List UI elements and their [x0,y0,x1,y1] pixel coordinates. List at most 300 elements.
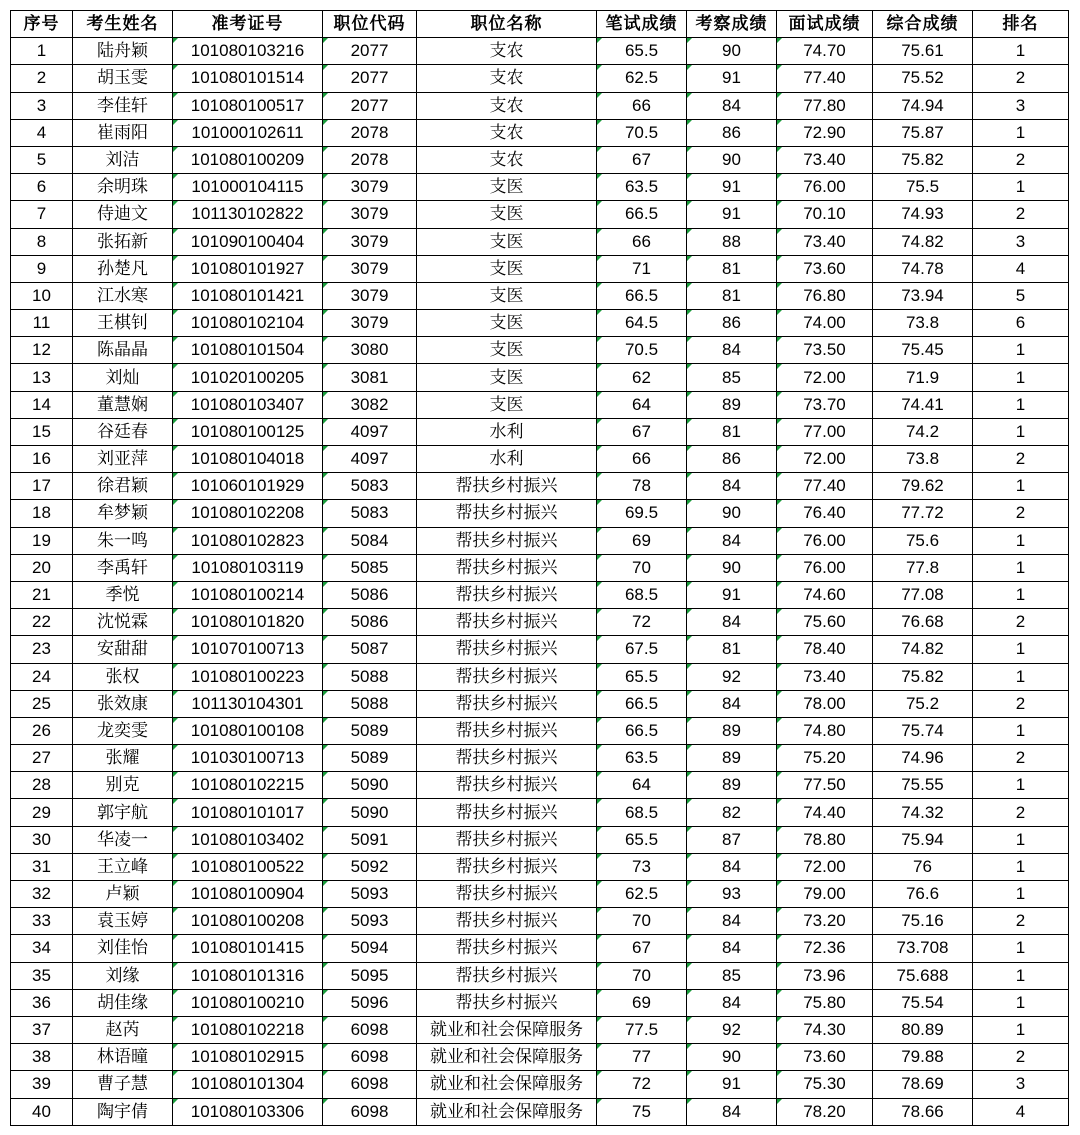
name-cell: 余明珠 [73,174,173,201]
table-row [11,146,1069,173]
position-code-cell: 5083 [323,500,417,527]
seq-cell: 40 [11,1098,73,1125]
position-name-cell: 帮扶乡村振兴 [417,908,597,935]
position-name-cell: 支农 [417,119,597,146]
total-score-cell: 74.82 [873,228,973,255]
name-cell: 龙奕雯 [73,717,173,744]
seq-cell: 11 [11,310,73,337]
seq-cell: 27 [11,745,73,772]
name-cell: 陆舟颖 [73,38,173,65]
position-code-cell: 5094 [323,935,417,962]
header-exam-id: 准考证号 [173,11,323,38]
seq-cell: 18 [11,500,73,527]
written-score-cell: 64 [597,772,687,799]
rank-cell: 1 [973,717,1069,744]
rank-cell: 1 [973,989,1069,1016]
interview-score-cell: 75.80 [777,989,873,1016]
seq-cell: 7 [11,201,73,228]
name-cell: 胡佳缘 [73,989,173,1016]
header-rank: 排名 [973,11,1069,38]
table-row [11,853,1069,880]
seq-cell: 30 [11,826,73,853]
rank-cell: 1 [973,38,1069,65]
interview-score-cell: 76.80 [777,282,873,309]
exam-id-cell: 101080102915 [173,1044,323,1071]
written-score-cell: 67 [597,935,687,962]
name-cell: 陈晶晶 [73,337,173,364]
rank-cell: 1 [973,853,1069,880]
inspection-score-cell: 87 [687,826,777,853]
interview-score-cell: 77.40 [777,473,873,500]
interview-score-cell: 74.00 [777,310,873,337]
position-code-cell: 5083 [323,473,417,500]
name-cell: 牟梦颖 [73,500,173,527]
name-cell: 郭宇航 [73,799,173,826]
interview-score-cell: 76.40 [777,500,873,527]
position-name-cell: 支农 [417,65,597,92]
interview-score-cell: 77.40 [777,65,873,92]
interview-score-cell: 79.00 [777,881,873,908]
table-body [11,38,1069,1126]
rank-cell: 4 [973,255,1069,282]
table-row [11,282,1069,309]
interview-score-cell: 73.50 [777,337,873,364]
exam-id-cell: 101080103306 [173,1098,323,1125]
name-cell: 胡玉雯 [73,65,173,92]
position-code-cell: 4097 [323,418,417,445]
seq-cell: 1 [11,38,73,65]
inspection-score-cell: 91 [687,174,777,201]
total-score-cell: 74.32 [873,799,973,826]
written-score-cell: 69 [597,989,687,1016]
rank-cell: 2 [973,1044,1069,1071]
rank-cell: 2 [973,146,1069,173]
table-row [11,310,1069,337]
rank-cell: 2 [973,799,1069,826]
header-inspection-score: 考察成绩 [687,11,777,38]
seq-cell: 39 [11,1071,73,1098]
inspection-score-cell: 81 [687,418,777,445]
written-score-cell: 67 [597,146,687,173]
table-header-row [11,11,1069,38]
exam-id-cell: 101080100108 [173,717,323,744]
table-row [11,500,1069,527]
position-name-cell: 支医 [417,201,597,228]
rank-cell: 2 [973,690,1069,717]
name-cell: 徐君颖 [73,473,173,500]
position-name-cell: 支医 [417,364,597,391]
total-score-cell: 73.8 [873,446,973,473]
rank-cell: 1 [973,1016,1069,1043]
written-score-cell: 70 [597,962,687,989]
position-code-cell: 3082 [323,391,417,418]
interview-score-cell: 72.00 [777,446,873,473]
results-table [10,10,1069,1126]
exam-id-cell: 101000104115 [173,174,323,201]
position-code-cell: 2077 [323,65,417,92]
rank-cell: 1 [973,554,1069,581]
table-row [11,364,1069,391]
exam-id-cell: 101080102823 [173,527,323,554]
inspection-score-cell: 84 [687,1098,777,1125]
rank-cell: 1 [973,826,1069,853]
position-name-cell: 帮扶乡村振兴 [417,500,597,527]
seq-cell: 22 [11,609,73,636]
name-cell: 谷廷春 [73,418,173,445]
written-score-cell: 65.5 [597,38,687,65]
table-row [11,989,1069,1016]
table-row [11,1098,1069,1125]
name-cell: 张耀 [73,745,173,772]
name-cell: 朱一鸣 [73,527,173,554]
name-cell: 李禹轩 [73,554,173,581]
seq-cell: 12 [11,337,73,364]
interview-score-cell: 76.00 [777,554,873,581]
name-cell: 刘洁 [73,146,173,173]
rank-cell: 2 [973,609,1069,636]
interview-score-cell: 75.30 [777,1071,873,1098]
position-name-cell: 帮扶乡村振兴 [417,881,597,908]
position-code-cell: 5086 [323,581,417,608]
exam-id-cell: 101080101820 [173,609,323,636]
rank-cell: 2 [973,908,1069,935]
rank-cell: 1 [973,174,1069,201]
name-cell: 曹子慧 [73,1071,173,1098]
table-row [11,119,1069,146]
inspection-score-cell: 82 [687,799,777,826]
seq-cell: 8 [11,228,73,255]
position-code-cell: 5093 [323,881,417,908]
total-score-cell: 75.94 [873,826,973,853]
total-score-cell: 75.16 [873,908,973,935]
inspection-score-cell: 85 [687,962,777,989]
name-cell: 陶宇倩 [73,1098,173,1125]
exam-id-cell: 101080100522 [173,853,323,880]
position-code-cell: 5091 [323,826,417,853]
rank-cell: 1 [973,418,1069,445]
position-code-cell: 3079 [323,282,417,309]
exam-id-cell: 101080100125 [173,418,323,445]
written-score-cell: 72 [597,1071,687,1098]
total-score-cell: 79.62 [873,473,973,500]
position-code-cell: 3079 [323,228,417,255]
position-code-cell: 5087 [323,636,417,663]
table-row [11,1071,1069,1098]
position-code-cell: 5085 [323,554,417,581]
position-name-cell: 支农 [417,92,597,119]
rank-cell: 2 [973,65,1069,92]
position-code-cell: 5093 [323,908,417,935]
total-score-cell: 75.82 [873,663,973,690]
position-code-cell: 5089 [323,745,417,772]
exam-id-cell: 101080101017 [173,799,323,826]
position-code-cell: 5088 [323,690,417,717]
table-row [11,527,1069,554]
interview-score-cell: 75.60 [777,609,873,636]
seq-cell: 36 [11,989,73,1016]
seq-cell: 26 [11,717,73,744]
name-cell: 沈悦霖 [73,609,173,636]
written-score-cell: 78 [597,473,687,500]
seq-cell: 33 [11,908,73,935]
inspection-score-cell: 84 [687,527,777,554]
seq-cell: 6 [11,174,73,201]
seq-cell: 21 [11,581,73,608]
seq-cell: 35 [11,962,73,989]
name-cell: 刘灿 [73,364,173,391]
inspection-score-cell: 91 [687,201,777,228]
inspection-score-cell: 93 [687,881,777,908]
exam-id-cell: 101080101927 [173,255,323,282]
table-row [11,446,1069,473]
rank-cell: 4 [973,1098,1069,1125]
inspection-score-cell: 85 [687,364,777,391]
exam-id-cell: 101080102104 [173,310,323,337]
interview-score-cell: 73.60 [777,255,873,282]
position-code-cell: 5090 [323,799,417,826]
interview-score-cell: 74.60 [777,581,873,608]
table-row [11,745,1069,772]
inspection-score-cell: 84 [687,690,777,717]
interview-score-cell: 73.70 [777,391,873,418]
rank-cell: 2 [973,446,1069,473]
position-name-cell: 支农 [417,38,597,65]
interview-score-cell: 78.80 [777,826,873,853]
name-cell: 刘亚萍 [73,446,173,473]
seq-cell: 16 [11,446,73,473]
name-cell: 张拓新 [73,228,173,255]
inspection-score-cell: 91 [687,581,777,608]
header-written-score: 笔试成绩 [597,11,687,38]
position-code-cell: 2078 [323,119,417,146]
total-score-cell: 75.55 [873,772,973,799]
table-row [11,663,1069,690]
seq-cell: 37 [11,1016,73,1043]
interview-score-cell: 73.20 [777,908,873,935]
written-score-cell: 63.5 [597,174,687,201]
table-row [11,554,1069,581]
written-score-cell: 70.5 [597,337,687,364]
inspection-score-cell: 89 [687,391,777,418]
exam-id-cell: 101130102822 [173,201,323,228]
exam-id-cell: 101080101316 [173,962,323,989]
interview-score-cell: 72.36 [777,935,873,962]
name-cell: 王棋钊 [73,310,173,337]
position-name-cell: 支医 [417,174,597,201]
position-name-cell: 帮扶乡村振兴 [417,989,597,1016]
exam-id-cell: 101080101514 [173,65,323,92]
exam-id-cell: 101090100404 [173,228,323,255]
table-row [11,772,1069,799]
interview-score-cell: 78.20 [777,1098,873,1125]
total-score-cell: 76.68 [873,609,973,636]
rank-cell: 1 [973,772,1069,799]
interview-score-cell: 73.40 [777,146,873,173]
interview-score-cell: 74.70 [777,38,873,65]
written-score-cell: 73 [597,853,687,880]
interview-score-cell: 74.30 [777,1016,873,1043]
header-position-code: 职位代码 [323,11,417,38]
table-row [11,92,1069,119]
written-score-cell: 64.5 [597,310,687,337]
interview-score-cell: 76.00 [777,527,873,554]
position-code-cell: 5095 [323,962,417,989]
rank-cell: 1 [973,337,1069,364]
table-row [11,962,1069,989]
table-row [11,255,1069,282]
inspection-score-cell: 84 [687,609,777,636]
position-name-cell: 支医 [417,391,597,418]
position-code-cell: 3079 [323,174,417,201]
table-row [11,38,1069,65]
written-score-cell: 70.5 [597,119,687,146]
rank-cell: 5 [973,282,1069,309]
inspection-score-cell: 90 [687,554,777,581]
written-score-cell: 77 [597,1044,687,1071]
interview-score-cell: 75.20 [777,745,873,772]
seq-cell: 24 [11,663,73,690]
position-name-cell: 帮扶乡村振兴 [417,581,597,608]
written-score-cell: 67 [597,418,687,445]
name-cell: 刘缘 [73,962,173,989]
written-score-cell: 65.5 [597,663,687,690]
position-name-cell: 帮扶乡村振兴 [417,663,597,690]
written-score-cell: 68.5 [597,581,687,608]
written-score-cell: 66.5 [597,717,687,744]
table-row [11,1044,1069,1071]
total-score-cell: 75.688 [873,962,973,989]
total-score-cell: 75.61 [873,38,973,65]
exam-id-cell: 101080103216 [173,38,323,65]
inspection-score-cell: 84 [687,989,777,1016]
exam-id-cell: 101080103119 [173,554,323,581]
table-row [11,65,1069,92]
position-code-cell: 5090 [323,772,417,799]
rank-cell: 1 [973,581,1069,608]
position-code-cell: 2077 [323,38,417,65]
written-score-cell: 66 [597,92,687,119]
seq-cell: 19 [11,527,73,554]
exam-id-cell: 101080101504 [173,337,323,364]
exam-id-cell: 101080100210 [173,989,323,1016]
position-code-cell: 4097 [323,446,417,473]
position-code-cell: 6098 [323,1044,417,1071]
seq-cell: 17 [11,473,73,500]
inspection-score-cell: 86 [687,446,777,473]
rank-cell: 2 [973,500,1069,527]
name-cell: 华凌一 [73,826,173,853]
inspection-score-cell: 89 [687,772,777,799]
name-cell: 卢颖 [73,881,173,908]
position-code-cell: 2078 [323,146,417,173]
results-table-container [10,10,1069,1126]
rank-cell: 1 [973,636,1069,663]
rank-cell: 1 [973,473,1069,500]
inspection-score-cell: 81 [687,282,777,309]
rank-cell: 2 [973,745,1069,772]
total-score-cell: 74.82 [873,636,973,663]
position-code-cell: 5089 [323,717,417,744]
inspection-score-cell: 84 [687,853,777,880]
interview-score-cell: 76.00 [777,174,873,201]
exam-id-cell: 101130104301 [173,690,323,717]
interview-score-cell: 73.40 [777,663,873,690]
interview-score-cell: 72.00 [777,853,873,880]
inspection-score-cell: 84 [687,337,777,364]
total-score-cell: 78.66 [873,1098,973,1125]
total-score-cell: 73.708 [873,935,973,962]
table-row [11,174,1069,201]
inspection-score-cell: 88 [687,228,777,255]
interview-score-cell: 72.90 [777,119,873,146]
inspection-score-cell: 92 [687,663,777,690]
seq-cell: 28 [11,772,73,799]
seq-cell: 32 [11,881,73,908]
position-code-cell: 5086 [323,609,417,636]
inspection-score-cell: 91 [687,65,777,92]
total-score-cell: 77.8 [873,554,973,581]
seq-cell: 25 [11,690,73,717]
interview-score-cell: 77.80 [777,92,873,119]
exam-id-cell: 101080102218 [173,1016,323,1043]
seq-cell: 14 [11,391,73,418]
exam-id-cell: 101030100713 [173,745,323,772]
written-score-cell: 70 [597,554,687,581]
written-score-cell: 66 [597,228,687,255]
position-name-cell: 帮扶乡村振兴 [417,527,597,554]
rank-cell: 1 [973,881,1069,908]
position-name-cell: 帮扶乡村振兴 [417,690,597,717]
position-name-cell: 帮扶乡村振兴 [417,853,597,880]
position-code-cell: 6098 [323,1016,417,1043]
written-score-cell: 68.5 [597,799,687,826]
exam-id-cell: 101080103407 [173,391,323,418]
total-score-cell: 75.45 [873,337,973,364]
position-name-cell: 支医 [417,282,597,309]
inspection-score-cell: 81 [687,636,777,663]
table-row [11,636,1069,663]
inspection-score-cell: 84 [687,935,777,962]
table-row [11,391,1069,418]
seq-cell: 13 [11,364,73,391]
written-score-cell: 63.5 [597,745,687,772]
exam-id-cell: 101080102215 [173,772,323,799]
total-score-cell: 73.8 [873,310,973,337]
name-cell: 张权 [73,663,173,690]
table-row [11,418,1069,445]
table-row [11,935,1069,962]
name-cell: 张效康 [73,690,173,717]
written-score-cell: 66.5 [597,690,687,717]
written-score-cell: 72 [597,609,687,636]
rank-cell: 1 [973,119,1069,146]
inspection-score-cell: 86 [687,119,777,146]
total-score-cell: 73.94 [873,282,973,309]
position-name-cell: 就业和社会保障服务 [417,1071,597,1098]
header-position-name: 职位名称 [417,11,597,38]
position-name-cell: 水利 [417,446,597,473]
table-row [11,581,1069,608]
position-name-cell: 支医 [417,255,597,282]
seq-cell: 34 [11,935,73,962]
position-name-cell: 支医 [417,337,597,364]
rank-cell: 1 [973,364,1069,391]
inspection-score-cell: 81 [687,255,777,282]
written-score-cell: 66.5 [597,201,687,228]
total-score-cell: 75.52 [873,65,973,92]
position-name-cell: 就业和社会保障服务 [417,1016,597,1043]
position-code-cell: 5088 [323,663,417,690]
